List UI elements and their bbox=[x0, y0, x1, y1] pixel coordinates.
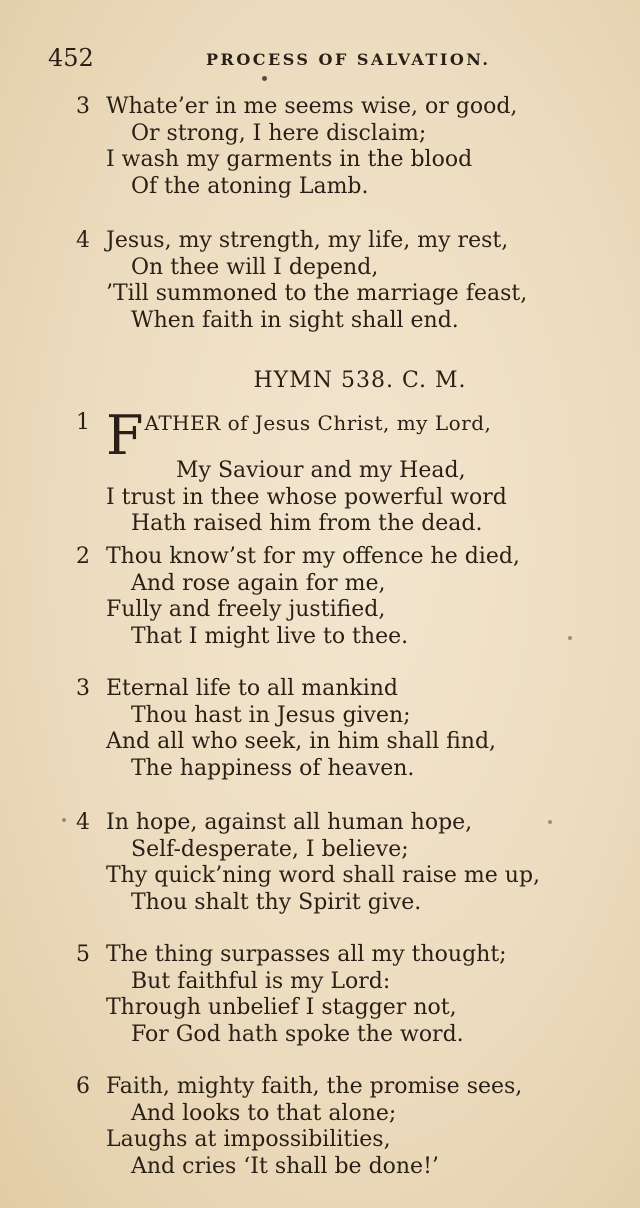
verse-line: And cries ‘It shall be done!’ bbox=[131, 1153, 439, 1179]
paper-speck bbox=[548, 820, 552, 824]
stanza-number: 4 bbox=[76, 228, 90, 253]
stanza-6 bbox=[76, 1074, 616, 1180]
stanza-line bbox=[76, 404, 616, 467]
verse-line: That I might live to thee. bbox=[131, 623, 409, 649]
verse-line: But faithful is my Lord: bbox=[131, 968, 391, 994]
verse-line: Thou know’st for my offence he died, bbox=[106, 544, 520, 569]
paper-speck bbox=[62, 818, 66, 822]
verse-line: Jesus, my strength, my life, my rest, bbox=[106, 228, 509, 253]
stanza-line bbox=[76, 94, 616, 121]
stanza-1 bbox=[76, 404, 616, 538]
verse-line: Eternal life to all mankind bbox=[106, 676, 399, 701]
verse-line: Of the atoning Lamb. bbox=[131, 173, 369, 199]
verse-line: The happiness of heaven. bbox=[131, 755, 415, 781]
verse-line: Faith, mighty faith, the promise sees, bbox=[106, 1074, 523, 1099]
verse-line: In hope, against all human hope, bbox=[106, 810, 473, 835]
stanza-line bbox=[76, 810, 616, 837]
verse-line: Through unbelief I stagger not, bbox=[106, 995, 457, 1020]
stanza-line bbox=[76, 676, 616, 703]
stanza-number: 3 bbox=[76, 676, 90, 701]
hymn-title: HYMN 538. C. M. bbox=[253, 368, 467, 393]
stanza-prev-4 bbox=[76, 228, 616, 334]
stanza-number: 5 bbox=[76, 942, 90, 967]
page-number: 452 bbox=[48, 44, 94, 72]
verse-line: ’Till summoned to the marriage feast, bbox=[106, 281, 528, 306]
stanza-line bbox=[76, 1074, 616, 1101]
verse-line: Self-desperate, I believe; bbox=[131, 836, 409, 862]
verse-line: Thy quick’ning word shall raise me up, bbox=[106, 863, 541, 888]
verse-line: Thou hast in Jesus given; bbox=[131, 702, 411, 728]
stanza-4 bbox=[76, 810, 616, 916]
verse-line: And all who seek, in him shall find, bbox=[106, 729, 497, 754]
verse-line: On thee will I depend, bbox=[131, 254, 379, 280]
verse-line: I wash my garments in the blood bbox=[106, 147, 473, 172]
verse-line: Fully and freely justified, bbox=[106, 597, 386, 622]
stanza-number: 4 bbox=[76, 810, 90, 835]
stanza-number: 1 bbox=[76, 410, 90, 435]
stanza-number: 6 bbox=[76, 1074, 90, 1099]
stanza-5 bbox=[76, 942, 616, 1048]
verse-line: Whate’er in me seems wise, or good, bbox=[106, 94, 518, 119]
verse-line: For God hath spoke the word. bbox=[131, 1021, 464, 1047]
stanza-line bbox=[76, 942, 616, 969]
running-title: PROCESS OF SALVATION. bbox=[206, 50, 491, 69]
stanza-number: 2 bbox=[76, 544, 90, 569]
stanza-number: 3 bbox=[76, 94, 90, 119]
verse-line: Thou shalt thy Spirit give. bbox=[131, 889, 422, 915]
verse-line: And rose again for me, bbox=[131, 570, 386, 596]
verse-line: And looks to that alone; bbox=[131, 1100, 397, 1126]
verse-line: Laughs at impossibilities, bbox=[106, 1127, 391, 1152]
print-dot bbox=[262, 76, 267, 81]
verse-line: Hath raised him from the dead. bbox=[131, 511, 483, 536]
stanza-prev-3 bbox=[76, 94, 616, 200]
verse-line: When faith in sight shall end. bbox=[131, 307, 459, 333]
page-header bbox=[48, 44, 518, 74]
verse-line: My Saviour and my Head, bbox=[176, 458, 466, 483]
verse-line: ATHER of Jesus Christ, my Lord, bbox=[144, 411, 492, 435]
verse-line: I trust in thee whose powerful word bbox=[106, 484, 507, 510]
drop-cap: F bbox=[106, 404, 144, 467]
stanza-3 bbox=[76, 676, 616, 782]
verse-line: Or strong, I here disclaim; bbox=[131, 120, 427, 146]
stanza-line bbox=[76, 544, 616, 571]
stanza-2 bbox=[76, 544, 616, 650]
paper-speck bbox=[568, 636, 572, 640]
stanza-line bbox=[76, 228, 616, 255]
verse-line: The thing surpasses all my thought; bbox=[106, 942, 507, 967]
